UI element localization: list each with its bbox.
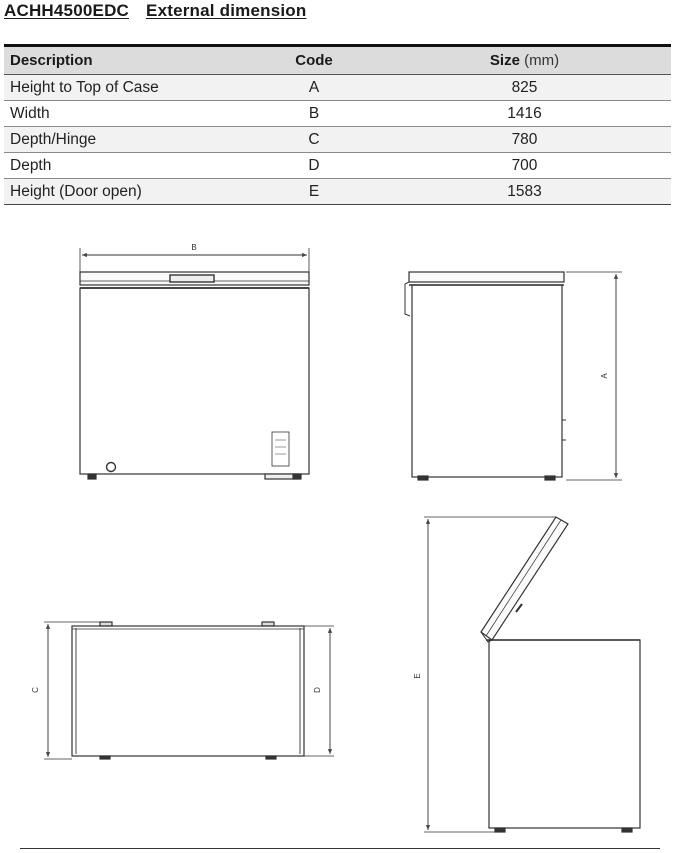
header-size-unit: (mm) bbox=[524, 52, 560, 69]
row-description: Height to Top of Case bbox=[4, 75, 250, 101]
row-size: 700 bbox=[378, 153, 671, 179]
dimension-label-b: B bbox=[191, 243, 197, 252]
row-description: Height (Door open) bbox=[4, 179, 250, 205]
dimension-label-d: D bbox=[313, 687, 322, 693]
row-description: Depth bbox=[4, 153, 250, 179]
side-view-drawing bbox=[405, 272, 622, 480]
row-size: 780 bbox=[378, 127, 671, 153]
row-size: 1416 bbox=[378, 101, 671, 127]
header-description: Description bbox=[4, 46, 250, 75]
footer-rule bbox=[20, 848, 660, 849]
header-size-label: Size bbox=[489, 52, 520, 69]
thermostat-knob bbox=[107, 463, 116, 472]
row-description: Depth/Hinge bbox=[4, 127, 250, 153]
top-view-drawing bbox=[44, 622, 334, 759]
row-description: Width bbox=[4, 101, 250, 127]
row-code: A bbox=[250, 75, 378, 101]
row-code: E bbox=[250, 179, 378, 205]
lid-handle bbox=[170, 275, 214, 282]
row-size: 1583 bbox=[378, 179, 671, 205]
model-number: ACHH4500EDC bbox=[4, 1, 130, 20]
front-view-drawing bbox=[80, 248, 309, 479]
header-code: Code bbox=[250, 46, 378, 75]
dimension-label-a: A bbox=[600, 373, 609, 379]
row-code: C bbox=[250, 127, 378, 153]
dimension-label-c: C bbox=[31, 687, 40, 693]
section-title: External dimension bbox=[146, 1, 307, 20]
row-size: 825 bbox=[378, 75, 671, 101]
row-code: D bbox=[250, 153, 378, 179]
open-lid-view-drawing bbox=[424, 517, 640, 832]
row-code: B bbox=[250, 101, 378, 127]
dimension-label-e: E bbox=[413, 673, 422, 679]
